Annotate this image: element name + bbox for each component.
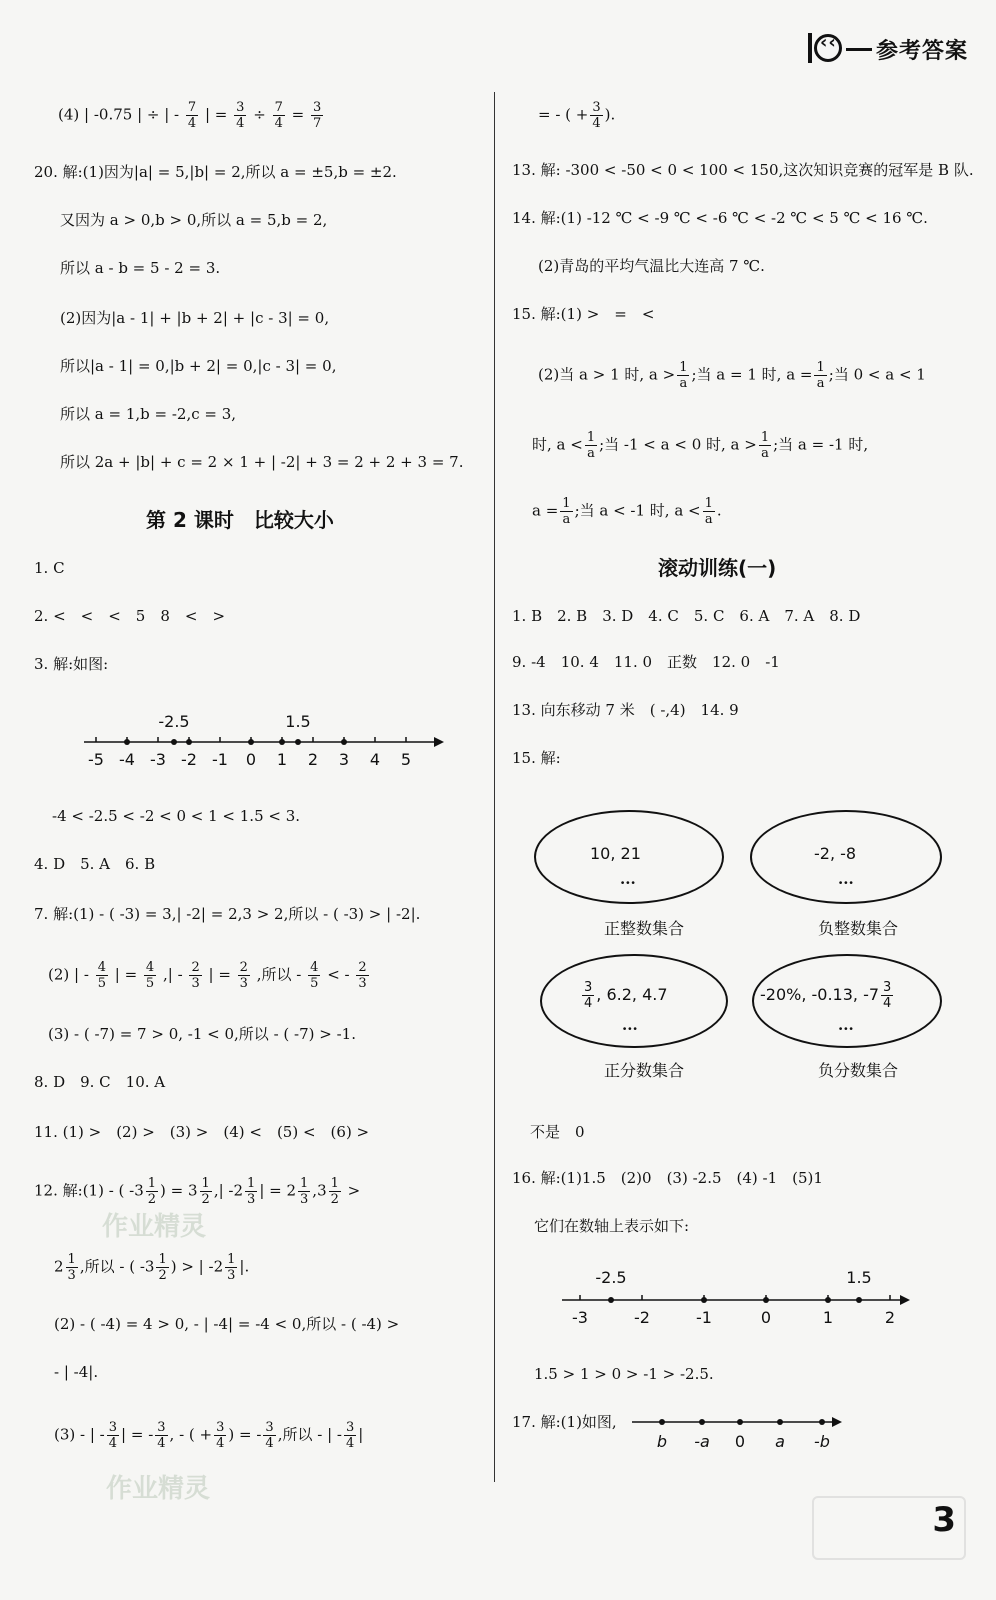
set-ellipsis: ... xyxy=(620,870,636,888)
q2: 2. < < < 5 8 < > xyxy=(34,607,226,625)
den: 4 xyxy=(883,996,892,1011)
set-label: 正分数集合 xyxy=(604,1061,685,1080)
header-logo-icon xyxy=(814,34,842,62)
text: ) = - xyxy=(228,1425,262,1444)
num: 3 xyxy=(592,100,601,115)
den: 5 xyxy=(145,976,155,991)
set-label: 负整数集合 xyxy=(818,919,899,938)
q13: 13. 解: -300 < -50 < 0 < 100 < 150,这次知识竞赛的冠军是 B 队. xyxy=(512,161,974,179)
set-content xyxy=(580,980,668,1011)
fraction xyxy=(273,100,285,131)
q7-part2 xyxy=(48,960,371,991)
text: ,| - xyxy=(162,965,183,984)
nl1-top-label: -2.5 xyxy=(158,712,190,731)
text: 12. 解:(1) - ( -3 xyxy=(34,1181,144,1200)
set-ellipsis: ... xyxy=(622,1016,638,1034)
fraction xyxy=(214,1420,226,1451)
text: ÷ xyxy=(253,105,266,124)
text: | = - xyxy=(121,1425,154,1444)
header-title: 参考答案 xyxy=(875,39,968,64)
set-positive-fractions xyxy=(540,954,740,1084)
fraction xyxy=(96,960,108,991)
set-label: 正整数集合 xyxy=(604,919,685,938)
text: ,所以 - xyxy=(256,965,302,984)
den: 2 xyxy=(147,1192,157,1207)
num: 1 xyxy=(158,1252,167,1267)
text: > xyxy=(347,1181,361,1200)
den: a xyxy=(761,446,769,461)
nl3-tick-label: 0 xyxy=(734,1432,746,1451)
num: 3 xyxy=(265,1420,274,1435)
text: | = xyxy=(208,965,231,984)
den: a xyxy=(679,376,688,391)
text: | = xyxy=(114,965,138,984)
num: 3 xyxy=(584,980,593,995)
q20-line7: 所以 2a + |b| + c = 2 × 1 + | -2| + 3 = 2 + 2 + 3 = 7. xyxy=(60,453,464,471)
page-header xyxy=(814,34,968,65)
num: 1 xyxy=(760,430,770,445)
nl1-tick-label: -3 xyxy=(150,750,166,769)
fraction xyxy=(225,1252,237,1283)
den: 2 xyxy=(158,1268,167,1283)
text: ;当 a < -1 时, a < xyxy=(574,501,701,520)
num: 1 xyxy=(330,1176,339,1191)
page-number: 3 xyxy=(932,1500,956,1540)
fraction xyxy=(703,496,715,527)
section-title-compare: 第 2 课时 比较大小 xyxy=(146,508,334,532)
den: a xyxy=(816,376,825,391)
text: ) = 3 xyxy=(160,1181,198,1200)
text: | = 2 xyxy=(259,1181,297,1200)
text: | = xyxy=(204,105,228,124)
text: ,所以 - ( -3 xyxy=(79,1257,155,1276)
nl1-tick-label: -4 xyxy=(119,750,135,769)
den: 4 xyxy=(584,996,593,1011)
text: , - ( + xyxy=(169,1425,213,1444)
number-line-3 xyxy=(632,1406,852,1456)
num: 1 xyxy=(201,1176,210,1191)
fraction xyxy=(308,960,320,991)
num: 2 xyxy=(239,960,248,975)
number-line-1-axis xyxy=(84,732,454,752)
num: 4 xyxy=(97,960,106,975)
text: ) > | -2 xyxy=(170,1257,224,1276)
nl1-tick-label: 1 xyxy=(276,750,288,769)
den: 7 xyxy=(312,116,322,131)
num: 7 xyxy=(187,100,197,115)
fraction xyxy=(759,430,771,461)
fraction xyxy=(329,1176,341,1207)
text: a = xyxy=(532,501,559,520)
nl2-tick-label: -1 xyxy=(696,1308,712,1327)
nl1-tick-label: 0 xyxy=(245,750,257,769)
q12-part3 xyxy=(54,1420,363,1451)
set-negative-fractions xyxy=(752,954,952,1084)
set-content: 10, 21 xyxy=(590,844,641,863)
den: 3 xyxy=(227,1268,236,1283)
q20-line1: 20. 解:(1)因为|a| = 5,|b| = 2,所以 a = ±5,b = ±2. xyxy=(34,163,397,181)
den: 5 xyxy=(310,976,319,991)
fraction xyxy=(156,1252,168,1283)
den: 4 xyxy=(592,116,601,131)
fraction xyxy=(582,980,594,1011)
den: 2 xyxy=(201,1192,210,1207)
num: 4 xyxy=(145,960,155,975)
den: a xyxy=(562,512,571,527)
fraction xyxy=(814,360,826,391)
nl3-tick-label: -a xyxy=(694,1432,710,1451)
q3: 3. 解:如图: xyxy=(34,655,109,673)
q12-part3-cont xyxy=(538,100,615,131)
den: 3 xyxy=(239,976,248,991)
text: ;当 -1 < a < 0 时, a > xyxy=(599,435,757,454)
r-q9-12: 9. -4 10. 4 11. 0 正数 12. 0 -1 xyxy=(512,653,780,671)
fraction xyxy=(245,1176,257,1207)
fraction xyxy=(200,1176,212,1207)
den: 4 xyxy=(216,1436,225,1451)
num: 3 xyxy=(883,980,892,995)
q20-line6: 所以 a = 1,b = -2,c = 3, xyxy=(60,405,237,423)
num: 1 xyxy=(300,1176,309,1191)
q1: 1. C xyxy=(34,559,65,577)
text: (3) - | - xyxy=(54,1425,105,1444)
num: 3 xyxy=(345,1420,355,1435)
number-line-2-axis xyxy=(562,1290,922,1310)
text: -20%, -0.13, -7 xyxy=(760,985,880,1004)
nl1-tick-label: 5 xyxy=(400,750,412,769)
num: 3 xyxy=(216,1420,225,1435)
fraction xyxy=(311,100,323,131)
nl1-tick-label: -2 xyxy=(181,750,197,769)
r-q16: 16. 解:(1)1.5 (2)0 (3) -2.5 (4) -1 (5)1 xyxy=(512,1169,823,1187)
set-content xyxy=(760,980,895,1011)
q8-10: 8. D 9. C 10. A xyxy=(34,1073,166,1091)
den: 3 xyxy=(67,1268,76,1283)
watermark-text: 作业精灵 xyxy=(106,1474,211,1504)
q12-part2: (2) - ( -4) = 4 > 0, - | -4| = -4 < 0,所以 - ( -4) > xyxy=(54,1315,400,1333)
text: < - xyxy=(327,965,350,984)
watermark-text: 作业精灵 xyxy=(102,1212,207,1242)
nl1-tick-label: -5 xyxy=(88,750,104,769)
q19-part4 xyxy=(58,100,325,131)
text: | xyxy=(358,1425,364,1444)
r-q13-14: 13. 向东移动 7 米 ( -,4) 14. 9 xyxy=(512,701,739,719)
q4-6: 4. D 5. A 6. B xyxy=(34,855,156,873)
den: 3 xyxy=(191,976,200,991)
fraction xyxy=(189,960,201,991)
fraction xyxy=(263,1420,275,1451)
text: ;当 a = -1 时, xyxy=(773,435,869,454)
text: 时, a < xyxy=(532,435,583,454)
nl2-tick-label: 2 xyxy=(884,1308,896,1327)
den: 4 xyxy=(274,116,283,131)
den: 4 xyxy=(187,116,197,131)
nl3-tick-label: b xyxy=(656,1432,668,1451)
number-line-1 xyxy=(84,712,444,772)
text: (4) | -0.75 | ÷ | - xyxy=(58,105,180,124)
num: 1 xyxy=(67,1252,76,1267)
q15-part1: 15. 解:(1) > = < xyxy=(512,305,655,323)
text: = xyxy=(291,105,305,124)
nl1-tick-label: 3 xyxy=(338,750,350,769)
q12-part1 xyxy=(34,1176,360,1207)
num: 1 xyxy=(586,430,596,445)
num: 1 xyxy=(816,360,825,375)
nl1-top-label: 1.5 xyxy=(285,712,311,731)
fraction xyxy=(881,980,893,1011)
text: 2 xyxy=(54,1257,64,1276)
den: 4 xyxy=(108,1436,118,1451)
header-rule xyxy=(846,48,872,51)
num: 3 xyxy=(236,100,245,115)
set-positive-integers xyxy=(534,810,734,940)
text: ;当 a = 1 时, a = xyxy=(691,365,813,384)
section-title-rolling: 滚动训练(一) xyxy=(658,556,777,580)
q15-part2 xyxy=(538,360,926,391)
q7-part3: (3) - ( -7) = 7 > 0, -1 < 0,所以 - ( -7) > -1. xyxy=(48,1025,356,1043)
text: (2)当 a > 1 时, a > xyxy=(538,365,676,384)
q3-answer: -4 < -2.5 < -2 < 0 < 1 < 1.5 < 3. xyxy=(52,807,301,825)
nl2-top-label: 1.5 xyxy=(846,1268,872,1287)
den: 3 xyxy=(300,1192,309,1207)
nl2-tick-label: 1 xyxy=(822,1308,834,1327)
fraction xyxy=(356,960,368,991)
r-q15: 15. 解: xyxy=(512,749,561,767)
num: 1 xyxy=(562,496,571,511)
nl2-tick-label: 0 xyxy=(760,1308,772,1327)
fraction xyxy=(144,960,156,991)
text: . xyxy=(716,501,722,520)
den: 4 xyxy=(265,1436,274,1451)
set-ellipsis: ... xyxy=(838,870,854,888)
q12-part1-cont xyxy=(54,1252,249,1283)
den: 3 xyxy=(247,1192,256,1207)
nl2-tick-label: -3 xyxy=(572,1308,588,1327)
fraction xyxy=(298,1176,310,1207)
q12-part2-cont: - | -4|. xyxy=(54,1363,99,1381)
num: 1 xyxy=(147,1176,157,1191)
q20-line5: 所以|a - 1| = 0,|b + 2| = 0,|c - 3| = 0, xyxy=(60,357,337,375)
q11: 11. (1) > (2) > (3) > (4) < (5) < (6) > xyxy=(34,1123,370,1141)
q20-line4: (2)因为|a - 1| + |b + 2| + |c - 3| = 0, xyxy=(60,309,330,327)
text: ,| -2 xyxy=(213,1181,244,1200)
r-q1-8: 1. B 2. B 3. D 4. C 5. C 6. A 7. A 8. D xyxy=(512,607,861,625)
fraction xyxy=(344,1420,356,1451)
nl3-tick-label: -b xyxy=(814,1432,830,1451)
num: 4 xyxy=(310,960,319,975)
num: 7 xyxy=(274,100,283,115)
fraction xyxy=(560,496,572,527)
q20-line2: 又因为 a > 0,b > 0,所以 a = 5,b = 2, xyxy=(60,211,328,229)
text: ). xyxy=(604,105,616,124)
text: , 6.2, 4.7 xyxy=(596,985,668,1004)
den: 4 xyxy=(157,1436,166,1451)
r-q16-note: 它们在数轴上表示如下: xyxy=(534,1217,690,1235)
num: 3 xyxy=(312,100,322,115)
r-q17: 17. 解:(1)如图, xyxy=(512,1413,617,1431)
fraction xyxy=(677,360,689,391)
num: 1 xyxy=(247,1176,256,1191)
nl2-tick-label: -2 xyxy=(634,1308,650,1327)
den: 3 xyxy=(358,976,367,991)
r-q15-answer: 不是 0 xyxy=(530,1123,585,1141)
nl1-tick-label: -1 xyxy=(212,750,228,769)
den: 4 xyxy=(345,1436,355,1451)
fraction xyxy=(590,100,602,131)
q15-part2-cont xyxy=(532,430,868,461)
num: 2 xyxy=(358,960,367,975)
fraction xyxy=(107,1420,119,1451)
den: a xyxy=(704,512,713,527)
q14-part2: (2)青岛的平均气温比大连高 7 ℃. xyxy=(538,257,765,275)
text: ,所以 - | - xyxy=(277,1425,342,1444)
num: 3 xyxy=(157,1420,166,1435)
number-line-2 xyxy=(562,1268,922,1332)
fraction xyxy=(585,430,597,461)
text: |. xyxy=(239,1257,250,1276)
nl1-tick-label: 2 xyxy=(307,750,319,769)
r-q16-answer: 1.5 > 1 > 0 > -1 > -2.5. xyxy=(534,1365,714,1383)
q20-line3: 所以 a - b = 5 - 2 = 3. xyxy=(60,259,221,277)
text: ;当 0 < a < 1 xyxy=(828,365,926,384)
number-line-3-axis xyxy=(632,1412,852,1432)
q7-part1: 7. 解:(1) - ( -3) = 3,| -2| = 2,3 > 2,所以 - ( -3) > | -2|. xyxy=(34,905,421,923)
fraction xyxy=(155,1420,167,1451)
nl2-top-label: -2.5 xyxy=(595,1268,627,1287)
text: ,3 xyxy=(312,1181,327,1200)
set-label: 负分数集合 xyxy=(818,1061,899,1080)
nl1-tick-label: 4 xyxy=(369,750,381,769)
q14-part1: 14. 解:(1) -12 ℃ < -9 ℃ < -6 ℃ < -2 ℃ < 5 ℃ < 16 ℃. xyxy=(512,209,928,227)
q15-part2-end xyxy=(532,496,722,527)
den: 2 xyxy=(330,1192,339,1207)
fraction xyxy=(186,100,198,131)
den: a xyxy=(587,446,595,461)
fraction xyxy=(66,1252,78,1283)
fraction xyxy=(234,100,246,131)
den: 4 xyxy=(236,116,245,131)
num: 2 xyxy=(191,960,200,975)
set-ellipsis: ... xyxy=(838,1016,854,1034)
text: = - ( + xyxy=(538,105,589,124)
nl3-tick-label: a xyxy=(775,1432,785,1451)
column-divider xyxy=(494,92,495,1482)
num: 1 xyxy=(679,360,688,375)
num: 1 xyxy=(227,1252,236,1267)
text: (2) | - xyxy=(48,965,89,984)
den: 5 xyxy=(97,976,106,991)
fraction xyxy=(238,960,250,991)
set-negative-integers xyxy=(750,810,950,940)
set-content: -2, -8 xyxy=(814,844,857,863)
num: 1 xyxy=(704,496,713,511)
fraction xyxy=(146,1176,158,1207)
num: 3 xyxy=(108,1420,118,1435)
